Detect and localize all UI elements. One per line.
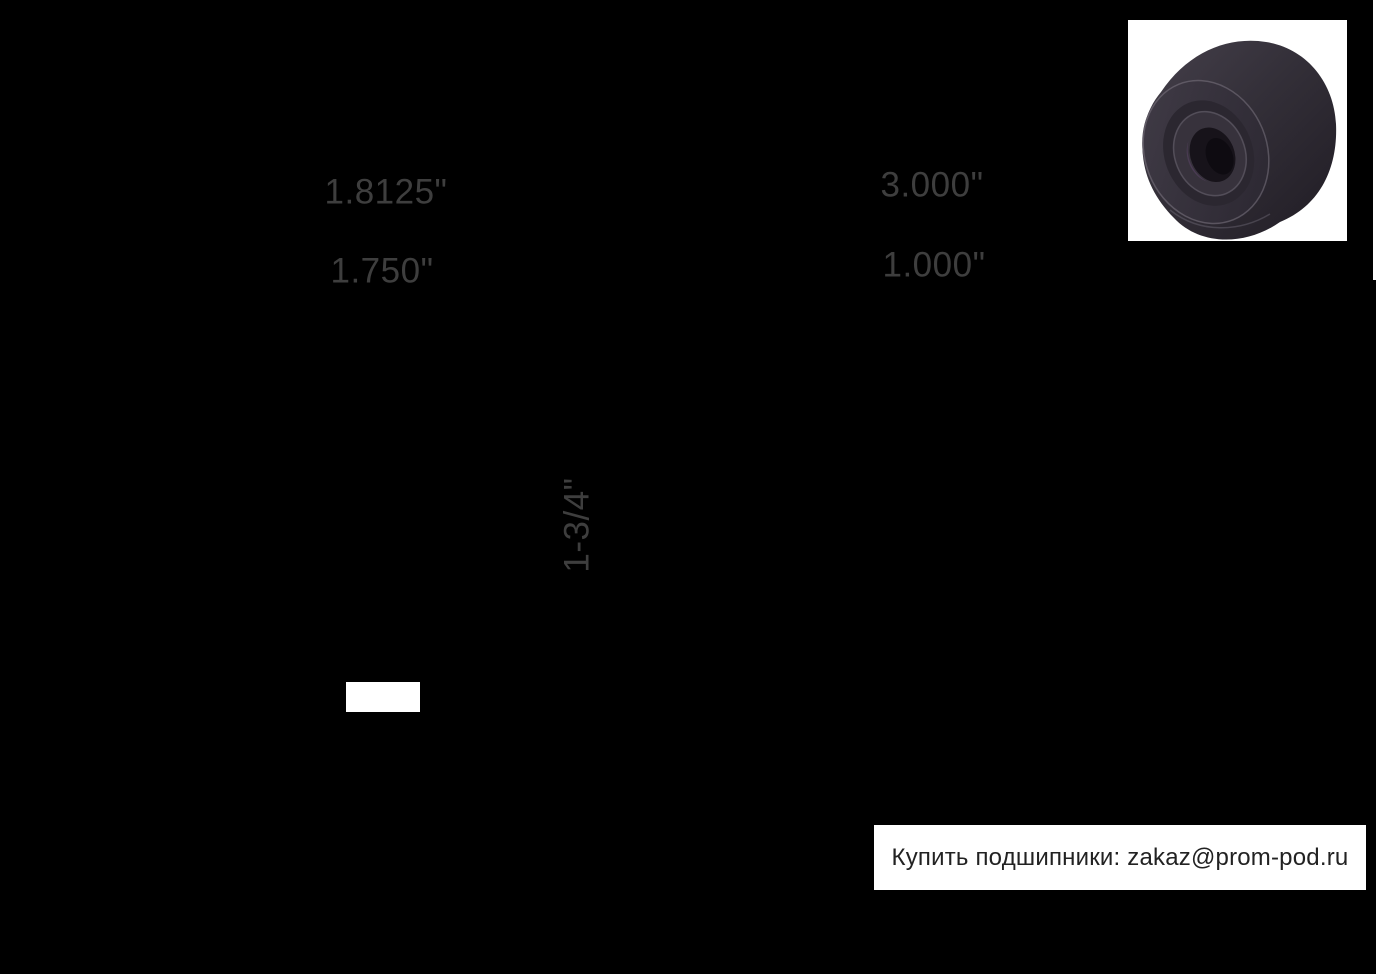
dimension-label-d2: 1.750": [330, 251, 434, 291]
cam-follower-bearing-photo: [1128, 20, 1347, 241]
dimension-label-d4: 1.000": [882, 245, 986, 285]
dimension-label-d1: 1.8125": [324, 172, 448, 212]
dimension-label-d3: 3.000": [880, 165, 984, 205]
drawing-white-patch: [346, 682, 420, 712]
contact-bar: [874, 825, 1366, 890]
contact-email-text: Купить подшипники: zakaz@prom-pod.ru: [891, 843, 1349, 871]
dimension-label-d5-vertical: 1-3/4": [557, 477, 597, 573]
product-photo-panel: [1128, 20, 1347, 241]
